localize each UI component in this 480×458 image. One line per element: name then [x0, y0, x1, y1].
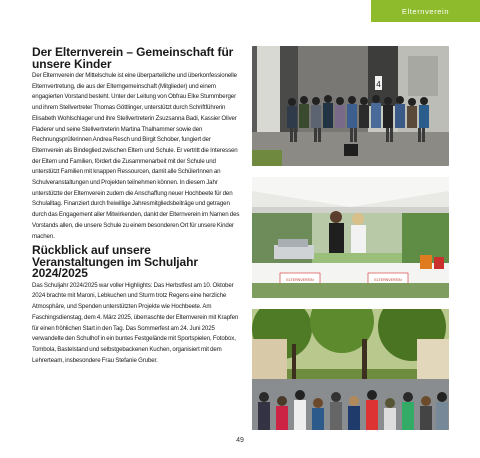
stand-photo-image — [252, 177, 449, 298]
section-tab: Elternverein — [371, 0, 480, 22]
stand-banner-left: ELTERNVEREIN — [286, 278, 314, 282]
group-photo — [252, 46, 449, 166]
group-photo-image — [252, 46, 449, 166]
section2-body: Das Schuljahr 2024/2025 war voller Highlights: Das Herbstfest am 10. Oktober 2024 brachte mit Maroni, Lebkuchen und Sturm trotz Regens eine herzliche Atmosphäre, und Spenden unterstützten Projekte wie Hochbeete. Am Faschingsdienstag, dem 4. März 2025, überraschte der Elternverein mit Krapfen für einen fröhlichen Start in den Tag. Das Sommerfest am 24. Juni 2025 verwandelte den Schulhof in ein buntes Festgelände mit Sportspielen, Fotobox, Tombola, Bastelstand und selbstgebackenen Kuchen, organisiert mit dem Lehrerteam, insbesondere Frau Stefanie Gruber. — [32, 281, 239, 364]
article-column — [32, 47, 242, 366]
crowd-photo-image — [252, 309, 449, 430]
door-sign: 4 — [376, 80, 381, 89]
article-body: Der Elternverein der Mittelschule ist eine überparteiliche und überkonfessionelle Elternvertretung, die aus der Elterngemeinschaft (Mitglieder) und einem engagierten Vorstand besteht. Unter der Leitung von Obfrau Elke Stummberger und ihrem Stellvertreter Thomas Göttlinger, unterstützt durch Schriftführerin Elisabeth Wohlschlager und ihre Stellvertreterin Zsuzsanna Badi, Kassier Oliver Fladerer und seine Stellvertreterin Martina Thalhammer sowie den Rechnungsprüferinnen Andrea Resch und Birgit Schober, fungiert der Elternverein als Bindeglied zwischen Eltern und Schule. Er vertritt die Interessen der Eltern und Familien, fördert die Zusammenarbeit mit der Schule und unterstützt Familien mit knappen Ressourcen, damit alle SchülerInnen an Schulveranstaltungen und Projekten teilnehmen können. In diesem Jahr unterstützte der Elternverein zudem die Anschaffung neuer Hochbeete für den Schulalltag. Finanziert durch freiwillige Jahresmitgliedsbeiträge und getragen durch das Engagement aller Mitwirkenden, dankt der Elternverein im Namen des Vorstands allen, die unsere Schule zu einem besonderen Ort für unsere Kinder machen. — [32, 72, 240, 240]
crowd-photo — [252, 309, 449, 430]
article-title: Der Elternverein – Gemeinschaft für unsere Kinder — [32, 45, 234, 71]
section2-title: Rückblick auf unsere Veranstaltungen im Schuljahr 2024/2025 — [32, 243, 198, 281]
stand-banner-right: ELTERNVEREIN — [374, 278, 402, 282]
page-number: 49 — [236, 437, 244, 444]
stand-photo — [252, 177, 449, 298]
